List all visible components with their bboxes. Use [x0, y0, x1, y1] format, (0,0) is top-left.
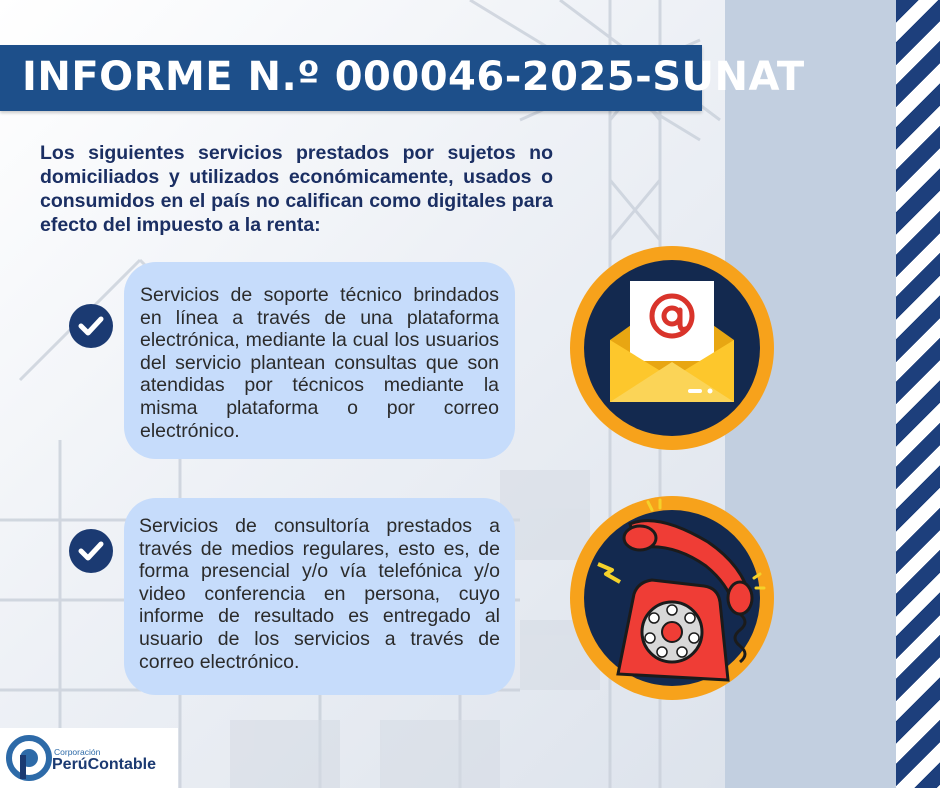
logo-mark-icon [6, 735, 52, 781]
intro-text: Los siguientes servicios prestados por sujetos no domiciliados y utilizados económicamente, usados o consumidos en el país no califican como digitales para efecto del impuesto a la renta: [40, 142, 553, 236]
brand-logo [0, 728, 178, 788]
check-icon [69, 304, 113, 348]
page-title: INFORME N.º 000046-2025-SUNAT [22, 54, 805, 100]
logo-subtitle: Corporación [54, 747, 101, 757]
check-icon [69, 529, 113, 573]
title-bar [0, 45, 805, 111]
email-envelope-icon [568, 244, 776, 457]
service-card-1: Servicios de soporte técnico brindados en línea a través de una plataforma electrónica, mediante la cual los usuarios del servicio plantean consultas que son atendidas por técnicos mediante la misma plataforma o por correo electrónico. [124, 262, 515, 459]
rotary-telephone-icon [568, 494, 776, 707]
service-card-2: Servicios de consultoría prestados a través de medios regulares, esto es, de forma presencial y/o vía telefónica y/o video conferencia en persona, cuyo informe de resultado es entregado al usuario de los servicios a través de correo electrónico. [124, 498, 515, 695]
logo-name: PerúContable [52, 756, 157, 773]
decorative-stripes [896, 0, 940, 788]
